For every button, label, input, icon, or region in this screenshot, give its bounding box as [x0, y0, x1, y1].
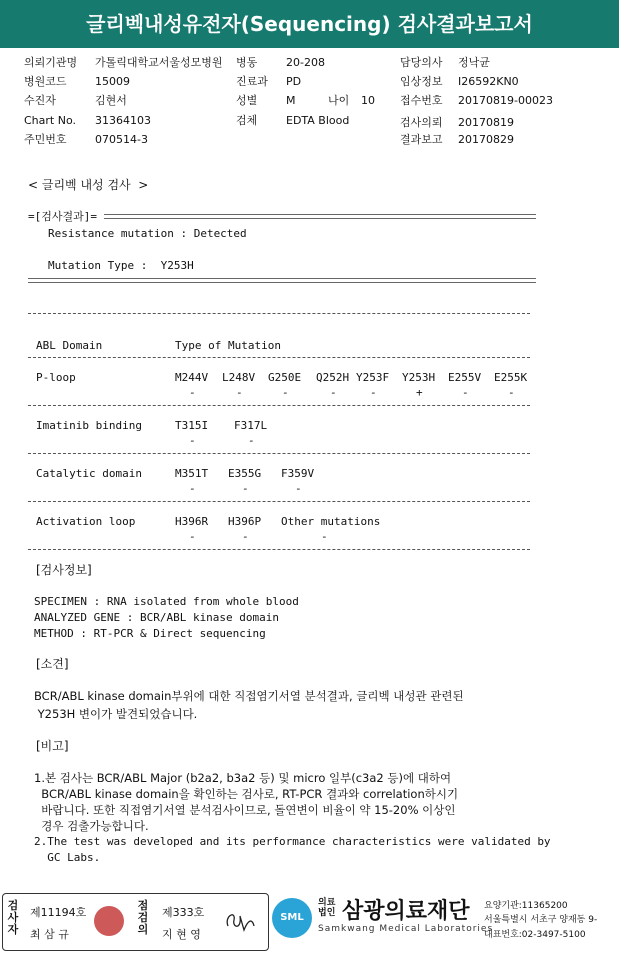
remark-1-line-3: 바랍니다. 또한 직접염기서열 분석검사이므로, 돌연변이 비율이 약 15-20% 이상인: [34, 803, 456, 817]
result-header-rule: [104, 214, 536, 219]
domain-name: Imatinib binding: [36, 419, 142, 432]
institution-label: 의뢰기관명: [24, 56, 78, 69]
mutation-name: E355G: [228, 467, 262, 480]
mutation-name: Other mutations: [281, 515, 381, 528]
report-title: 글리벡내성유전자(Sequencing) 검사결과보고서: [0, 0, 619, 48]
hospital-code-label: 병원코드: [24, 75, 67, 88]
age-value: 10: [361, 94, 375, 107]
mutation-name: E255V: [448, 371, 482, 384]
mutation-result: -: [330, 386, 337, 399]
org-phone: 대표번호:02-3497-5100: [484, 930, 586, 940]
table-rule: [28, 405, 530, 406]
mutation-name: Y253F: [356, 371, 390, 384]
tester-label: 검 사 자: [7, 899, 19, 936]
mutation-name: Q252H: [316, 371, 350, 384]
mutation-result: -: [236, 386, 243, 399]
finding-line-1: BCR/ABL kinase domain부위에 대한 직접염기서열 분석결과, 글리벡 내성관 관련된: [34, 689, 464, 703]
request-date-value: 20170819: [458, 116, 514, 129]
remark-1-line-4: 경우 검출가능합니다.: [34, 819, 149, 833]
remark-1-line-1: 1.본 검사는 BCR/ABL Major (b2a2, b3a2 등) 및 micro 일부(c3a2 등)에 대하여: [34, 771, 452, 785]
checker-signature: [222, 906, 258, 936]
finding-line-2: Y253H 변이가 발견되었습니다.: [34, 707, 198, 721]
result-header: =[검사결과]=: [28, 210, 97, 223]
patient-label: 수진자: [24, 94, 56, 107]
institution-value: 가톨릭대학교서울성모병원: [95, 56, 223, 69]
mutation-result: -: [508, 386, 515, 399]
mutation-result: -: [295, 482, 302, 495]
tester-name: 최 삼 규: [30, 928, 69, 941]
age-label: 나이: [328, 94, 350, 107]
test-name: < 글리벡 내성 검사 >: [28, 178, 149, 192]
clinical-info-label: 임상정보: [400, 75, 443, 88]
table-rule: [28, 313, 530, 314]
sex-value: M: [286, 94, 296, 107]
resident-number-label: 주민번호: [24, 133, 67, 146]
checker-name: 지 현 영: [162, 928, 201, 941]
domain-name: Activation loop: [36, 515, 136, 528]
ward-label: 병동: [236, 56, 258, 69]
mutation-type: Mutation Type : Y253H: [48, 259, 194, 272]
table-rule: [28, 453, 530, 454]
tester-seal-stamp: [94, 906, 124, 936]
request-date-label: 검사의뢰: [400, 116, 443, 129]
resistance-result: Resistance mutation : Detected: [48, 227, 247, 240]
mutation-result: +: [416, 386, 423, 399]
tester-license-number: 제11194호: [30, 906, 87, 919]
report-date-label: 결과보고: [400, 133, 443, 146]
column-mutation-type: Type of Mutation: [175, 339, 281, 352]
patient-value: 김현서: [95, 94, 127, 107]
specimen-value: EDTA Blood: [286, 114, 350, 127]
mutation-name: M351T: [175, 467, 209, 480]
receipt-number-label: 접수번호: [400, 94, 443, 107]
sml-logo: SML: [272, 898, 312, 938]
mutation-result: -: [462, 386, 469, 399]
specimen-label: 검체: [236, 114, 258, 127]
receipt-number-value: 20170819-00023: [458, 94, 553, 107]
doctor-label: 담당의사: [400, 56, 443, 69]
doctor-value: 정낙균: [458, 56, 490, 69]
mutation-result: -: [242, 530, 249, 543]
org-address: 서울특별시 서초구 양재동 9-: [484, 915, 598, 925]
table-rule: [28, 501, 530, 502]
checker-label: 점 검 의: [137, 899, 149, 936]
department-value: PD: [286, 75, 302, 88]
mutation-result: -: [282, 386, 289, 399]
org-english-name: Samkwang Medical Laboratories: [318, 924, 494, 934]
column-abl-domain: ABL Domain: [36, 339, 103, 352]
mutation-name: H396P: [228, 515, 262, 528]
sex-label: 성별: [236, 94, 258, 107]
footer: [0, 890, 619, 958]
checker-license-number: 제333호: [162, 906, 205, 919]
method-line: METHOD : RT-PCR & Direct sequencing: [34, 627, 266, 640]
mutation-result: -: [248, 434, 255, 447]
clinical-info-value: I26592KN0: [458, 75, 519, 88]
result-end-rule: [28, 278, 536, 283]
specimen-line: SPECIMEN : RNA isolated from whole blood: [34, 595, 299, 608]
mutation-result: -: [189, 530, 196, 543]
hospital-code-value: 15009: [95, 75, 130, 88]
mutation-result: -: [321, 530, 328, 543]
gene-line: ANALYZED GENE : BCR/ABL kinase domain: [34, 611, 280, 624]
domain-name: Catalytic domain: [36, 467, 142, 480]
table-rule: [28, 549, 530, 550]
org-prefix: 의료법인: [318, 898, 336, 918]
mutation-name: E255K: [494, 371, 528, 384]
department-label: 진료과: [236, 75, 268, 88]
mutation-name: F317L: [234, 419, 268, 432]
domain-name: P-loop: [36, 371, 76, 384]
mutation-name: G250E: [268, 371, 302, 384]
mutation-name: T315I: [175, 419, 209, 432]
mutation-result: -: [189, 434, 196, 447]
mutation-result: -: [242, 482, 249, 495]
mutation-name: H396R: [175, 515, 209, 528]
mutation-name: L248V: [222, 371, 256, 384]
org-institution-id: 요양기관:11365200: [484, 901, 568, 911]
table-rule: [28, 357, 530, 358]
finding-header: [소견]: [36, 657, 69, 671]
chart-number-label: Chart No.: [24, 114, 76, 127]
info-header: [검사정보]: [36, 563, 92, 577]
report-date-value: 20170829: [458, 133, 514, 146]
remark-2-line-2: GC Labs.: [34, 851, 101, 864]
resident-number-value: 070514-3: [95, 133, 148, 146]
remark-header: [비고]: [36, 739, 69, 753]
remark-2-line-1: 2.The test was developed and its performance characteristics were validated by: [34, 835, 551, 848]
mutation-name: F359V: [281, 467, 315, 480]
ward-value: 20-208: [286, 56, 325, 69]
remark-1-line-2: BCR/ABL kinase domain을 확인하는 검사로, RT-PCR 결과와 correlation하시기: [34, 787, 459, 801]
org-name: 삼광의료재단: [342, 899, 470, 924]
mutation-name: Y253H: [402, 371, 436, 384]
mutation-result: -: [189, 482, 196, 495]
chart-number-value: 31364103: [95, 114, 151, 127]
mutation-result: -: [189, 386, 196, 399]
mutation-name: M244V: [175, 371, 209, 384]
mutation-result: -: [370, 386, 377, 399]
